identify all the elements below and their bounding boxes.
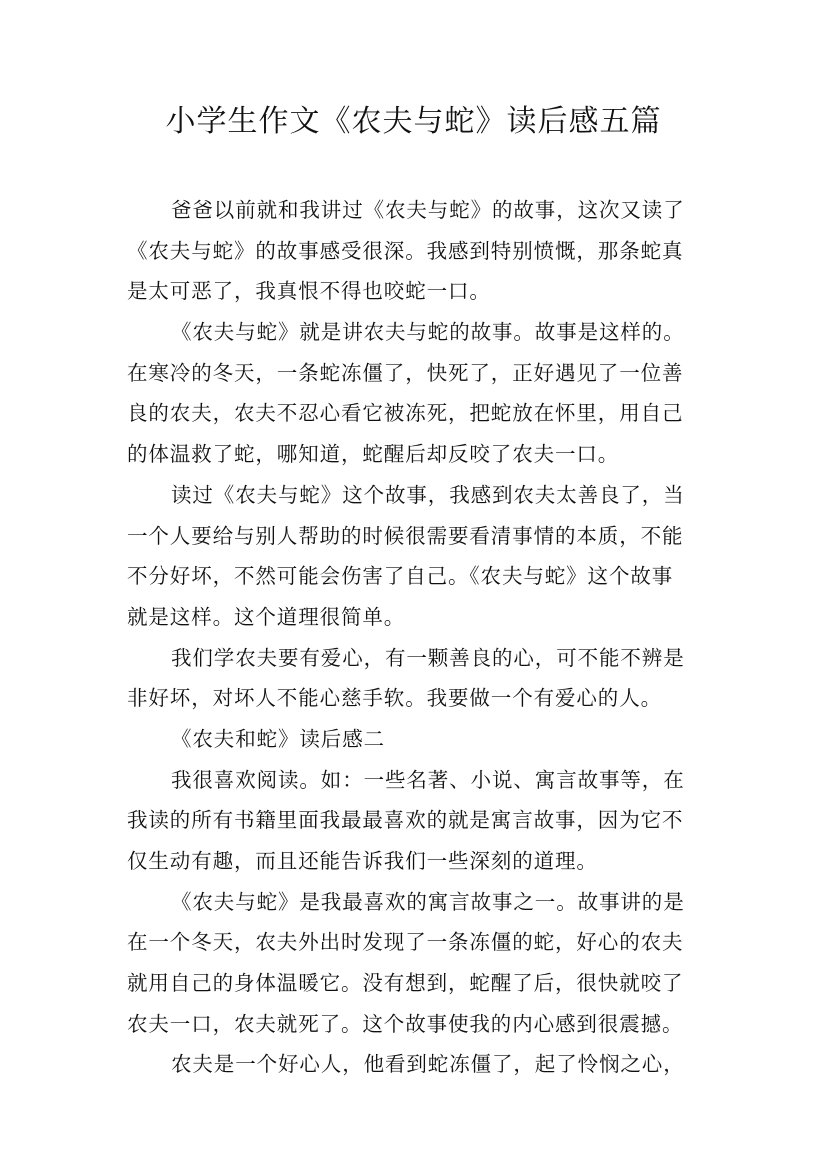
text-line: 我读的所有书籍里面我最最喜欢的就是寓言故事，因为它不 — [127, 808, 684, 833]
text-line: 一个人要给与别人帮助的时候很需要看清事情的本质，不能 — [127, 523, 684, 548]
document-body — [127, 190, 707, 1085]
text-line: 《农夫与蛇》就是讲农夫与蛇的故事。故事是这样的。 — [171, 320, 685, 345]
text-line: 在一个冬天，农夫外出时发现了一条冻僵的蛇，好心的农夫 — [127, 930, 684, 955]
text-line: 我们学农夫要有爱心，有一颗善良的心，可不能不辨是 — [171, 645, 685, 670]
text-line: 在寒冷的冬天，一条蛇冻僵了，快死了，正好遇见了一位善 — [127, 360, 684, 385]
text-line: 的体温救了蛇，哪知道，蛇醒后却反咬了农夫一口。 — [127, 442, 620, 467]
text-line: 就是这样。这个道理很简单。 — [127, 604, 406, 629]
text-line: 我很喜欢阅读。如：一些名著、小说、寓言故事等，在 — [171, 767, 685, 792]
text-line: 《农夫与蛇》的故事感受很深。我感到特别愤慨，那条蛇真 — [127, 238, 684, 263]
text-line: 农夫一口，农夫就死了。这个故事使我的内心感到很震撼。 — [127, 1011, 684, 1036]
text-line: 农夫是一个好心人，他看到蛇冻僵了，起了怜悯之心， — [171, 1052, 685, 1077]
text-line: 不分好坏，不然可能会伤害了自己。《农夫与蛇》这个故事 — [127, 564, 674, 589]
text-line: 仅生动有趣，而且还能告诉我们一些深刻的道理。 — [127, 849, 598, 873]
text-line: 爸爸以前就和我讲过《农夫与蛇》的故事，这次又读了 — [171, 198, 685, 222]
text-line: 读过《农夫与蛇》这个故事，我感到农夫太善良了，当 — [171, 482, 685, 507]
section-heading: 《农夫和蛇》读后感二 — [171, 726, 385, 751]
document-title: 小学生作文《农夫与蛇》读后感五篇 — [165, 104, 662, 139]
text-line: 是太可恶了，我真恨不得也咬蛇一口。 — [127, 279, 491, 304]
text-line: 《农夫与蛇》是我最喜欢的寓言故事之一。故事讲的是 — [171, 889, 685, 914]
text-line: 就用自己的身体温暖它。没有想到，蛇醒了后，很快就咬了 — [127, 971, 684, 996]
text-line: 良的农夫，农夫不忍心看它被冻死，把蛇放在怀里，用自己 — [127, 401, 684, 426]
text-line: 非好坏，对坏人不能心慈手软。我要做一个有爱心的人。 — [127, 686, 662, 711]
